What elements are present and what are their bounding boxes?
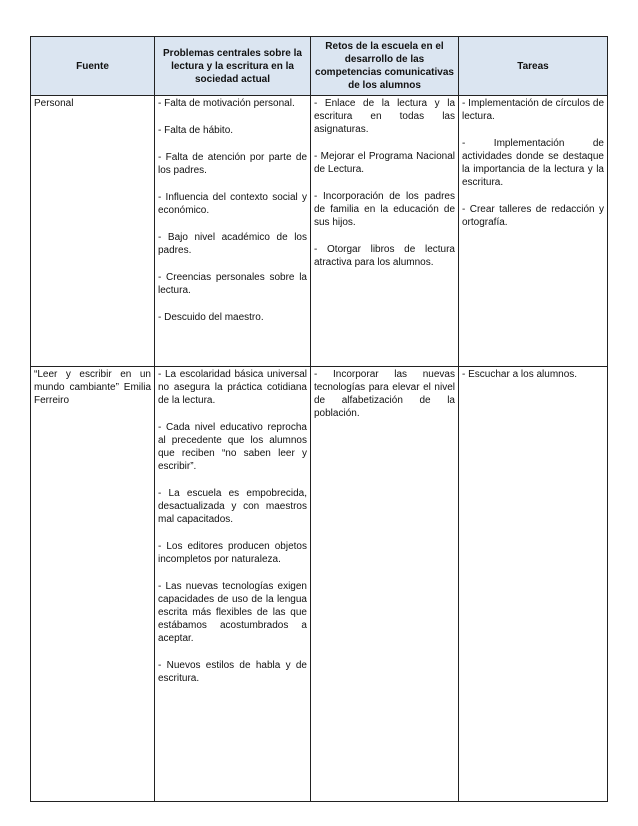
table-header-row <box>31 37 608 96</box>
cell-fuente <box>31 96 155 367</box>
list-item: - Otorgar libros de lectura atractiva para los alumnos. <box>314 244 455 268</box>
cell-retos <box>311 367 459 802</box>
list-item: - La escolaridad básica universal no asegura la práctica cotidiana de la lectura. <box>158 369 307 406</box>
list-item: - Crear talleres de redacción y ortografía. <box>462 204 604 228</box>
cell-problemas <box>155 367 311 802</box>
cell-fuente <box>31 367 155 802</box>
list-item: - Falta de motivación personal. <box>158 98 295 109</box>
list-item: - La escuela es empobrecida, desactualizada y con maestros mal capacitados. <box>158 488 307 525</box>
list-item: - Implementación de círculos de lectura. <box>462 98 604 122</box>
list-item: - Enlace de la lectura y la escritura en todas las asignaturas. <box>314 98 455 135</box>
cell-retos <box>311 96 459 367</box>
list-item: - Incorporar las nuevas tecnologías para elevar el nivel de alfabetización de la población. <box>314 369 455 419</box>
cell-text: “Leer y escribir en un mundo cambiante” Emilia Ferreiro <box>34 369 151 406</box>
list-item: - Influencia del contexto social y económico. <box>158 192 307 216</box>
problems-table <box>30 36 608 802</box>
header-tareas: Tareas <box>459 37 608 96</box>
list-item: - Incorporación de los padres de familia en la educación de sus hijos. <box>314 191 455 228</box>
table-row <box>31 96 608 367</box>
table-row <box>31 367 608 802</box>
list-item: - Bajo nivel académico de los padres. <box>158 232 307 256</box>
list-item: - Descuido del maestro. <box>158 312 264 323</box>
list-item: - Los editores producen objetos incompletos por naturaleza. <box>158 541 307 565</box>
cell-tareas <box>459 367 608 802</box>
header-fuente: Fuente <box>31 37 155 96</box>
list-item: - Las nuevas tecnologías exigen capacidades de uso de la lengua escrita más flexibles de las que estábamos acostumbrados a aceptar. <box>158 581 307 644</box>
list-item: - Mejorar el Programa Nacional de Lectura. <box>314 151 455 175</box>
list-item: - Creencias personales sobre la lectura. <box>158 272 307 296</box>
cell-text: Personal <box>34 98 74 109</box>
list-item: - Escuchar a los alumnos. <box>462 369 578 380</box>
list-item: - Cada nivel educativo reprocha al precedente que los alumnos que reciben “no saben leer y escribir”. <box>158 422 307 472</box>
header-retos: Retos de la escuela en el desarrollo de las competencias comunicativas de los alumnos <box>311 37 459 96</box>
list-item: - Nuevos estilos de habla y de escritura. <box>158 660 307 684</box>
list-item: - Falta de atención por parte de los padres. <box>158 152 307 176</box>
list-item: - Implementación de actividades donde se destaque la importancia de la lectura y la escritura. <box>462 138 604 188</box>
cell-problemas <box>155 96 311 367</box>
cell-tareas <box>459 96 608 367</box>
header-problemas: Problemas centrales sobre la lectura y la escritura en la sociedad actual <box>155 37 311 96</box>
list-item: - Falta de hábito. <box>158 125 234 136</box>
